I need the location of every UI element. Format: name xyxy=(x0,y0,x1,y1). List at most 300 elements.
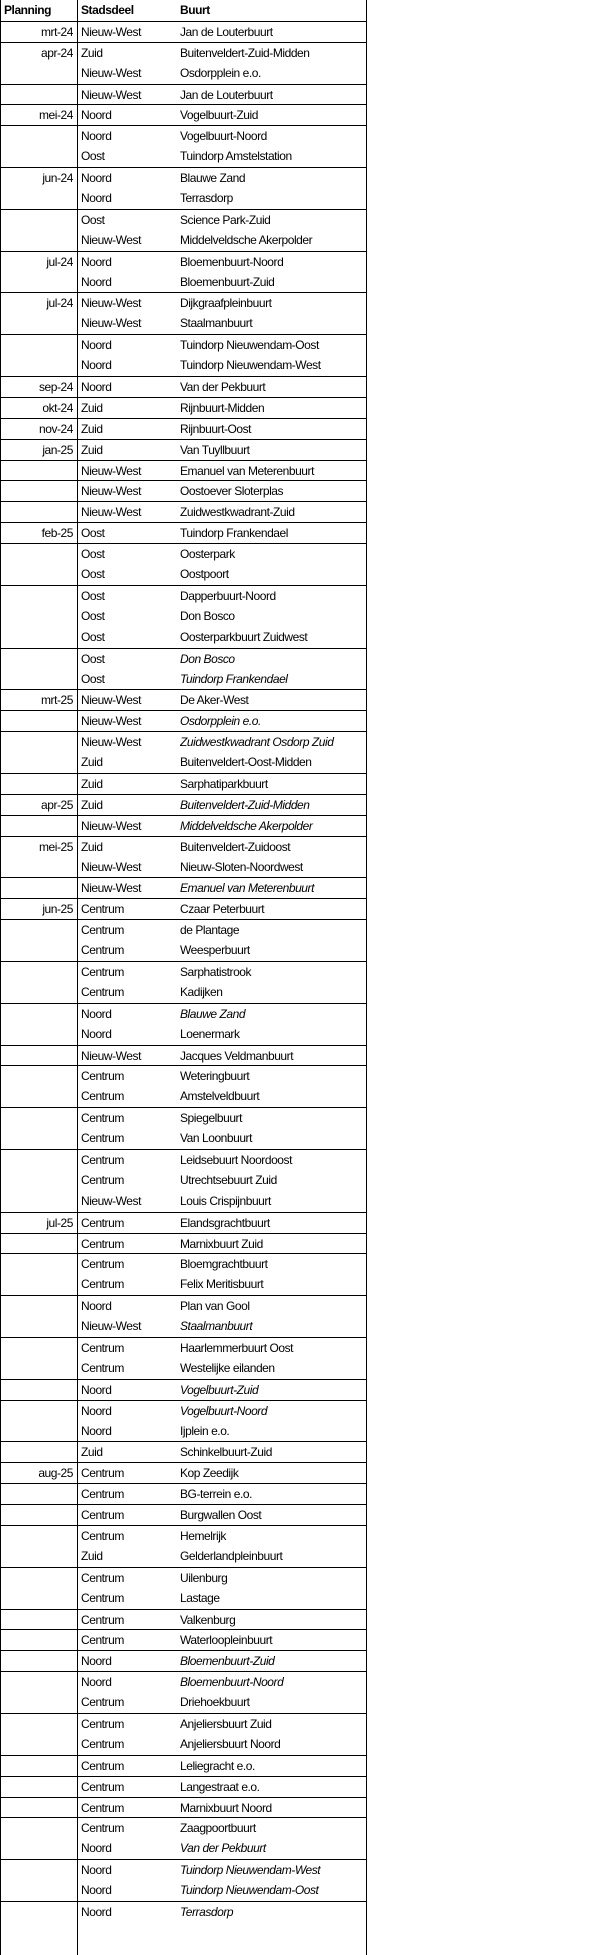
cell-buurt: Uilenburg xyxy=(180,1570,228,1585)
cell-planning xyxy=(0,1880,73,1901)
cell-stadsdeel: Zuid xyxy=(81,421,103,436)
cell-buurt: Tuindorp Amstelstation xyxy=(180,149,292,164)
grid-line-planning xyxy=(77,0,78,1955)
table-row xyxy=(0,1233,366,1254)
cell-buurt: Sarphatistrook xyxy=(180,964,252,979)
table-row xyxy=(0,167,366,188)
table-row xyxy=(0,877,366,898)
cell-stadsdeel: Nieuw-West xyxy=(81,1319,141,1334)
cell-planning: mrt-24 xyxy=(41,24,73,39)
cell-buurt: Van der Pekbuurt xyxy=(180,1841,266,1856)
cell-stadsdeel: Noord xyxy=(81,1654,112,1669)
cell-buurt: Van Loonbuurt xyxy=(180,1131,252,1146)
table-row xyxy=(0,1107,366,1128)
cell-buurt: Emanuel van Meterenbuurt xyxy=(180,881,314,896)
table-row xyxy=(0,63,366,84)
table-row xyxy=(0,1504,366,1525)
cell-planning xyxy=(0,1546,73,1567)
cell-planning xyxy=(0,1296,73,1316)
cell-planning xyxy=(0,816,73,836)
cell-buurt: Anjeliersbuurt Zuid xyxy=(180,1717,272,1732)
cell-buurt: Burgwallen Oost xyxy=(180,1508,262,1523)
cell-buurt: Vogelbuurt-Noord xyxy=(180,1403,268,1418)
cell-stadsdeel: Centrum xyxy=(81,1131,124,1146)
cell-buurt: Weesperbuurt xyxy=(180,943,250,958)
cell-buurt: Jacques Veldmanbuurt xyxy=(180,1048,294,1063)
cell-planning xyxy=(0,126,73,146)
cell-stadsdeel: Centrum xyxy=(81,1717,124,1732)
cell-buurt: Oostpoort xyxy=(180,567,229,582)
table-row xyxy=(0,1170,366,1191)
cell-stadsdeel: Centrum xyxy=(81,1487,124,1502)
cell-stadsdeel: Zuid xyxy=(81,45,103,60)
table-row xyxy=(0,1838,366,1859)
table-row xyxy=(0,689,366,710)
cell-stadsdeel: Noord xyxy=(81,1382,112,1397)
cell-planning xyxy=(0,1401,73,1421)
cell-buurt: Anjeliersbuurt Noord xyxy=(180,1736,281,1751)
cell-planning xyxy=(0,461,73,481)
cell-planning xyxy=(0,1672,73,1692)
table-row xyxy=(0,439,366,460)
cell-buurt: Zuidwestkwadrant-Zuid xyxy=(180,505,295,520)
cell-planning xyxy=(0,210,73,230)
cell-planning xyxy=(0,1274,73,1295)
cell-planning: apr-25 xyxy=(41,797,73,812)
cell-buurt: Marnixbuurt Zuid xyxy=(180,1236,263,1251)
table-row xyxy=(0,1086,366,1107)
cell-stadsdeel: Noord xyxy=(81,129,112,144)
cell-buurt: Amstelveldbuurt xyxy=(180,1089,260,1104)
cell-planning xyxy=(0,1692,73,1713)
table-row xyxy=(0,773,366,794)
cell-stadsdeel: Centrum xyxy=(81,984,124,999)
cell-planning xyxy=(0,920,73,940)
cell-buurt: Buitenveldert-Zuidoost xyxy=(180,839,291,854)
table-row xyxy=(0,1546,366,1567)
table-row xyxy=(0,898,366,919)
cell-buurt: Ijplein e.o. xyxy=(180,1423,230,1438)
table-row xyxy=(0,543,366,564)
table-row xyxy=(0,1379,366,1400)
cell-planning xyxy=(0,1338,73,1358)
cell-buurt: Osdorpplein e.o. xyxy=(180,65,261,80)
cell-buurt: Nieuw-Sloten-Noordwest xyxy=(180,859,303,874)
cell-planning: jul-24 xyxy=(46,254,73,269)
cell-planning xyxy=(0,1380,73,1400)
cell-planning: sep-24 xyxy=(39,380,73,395)
table-row xyxy=(0,857,366,878)
cell-stadsdeel: Noord xyxy=(81,358,112,373)
cell-planning xyxy=(0,481,73,501)
cell-buurt: Tuindorp Nieuwendam-Oost xyxy=(180,1883,319,1898)
cell-buurt: Schinkelbuurt-Zuid xyxy=(180,1445,272,1460)
cell-buurt: Bloemenbuurt-Noord xyxy=(180,254,284,269)
cell-planning: nov-24 xyxy=(39,421,73,436)
cell-planning xyxy=(0,1484,73,1504)
cell-buurt: Weteringbuurt xyxy=(180,1069,250,1084)
cell-stadsdeel: Noord xyxy=(81,1423,112,1438)
table-row xyxy=(0,1567,366,1588)
cell-buurt: Kadijken xyxy=(180,984,223,999)
cell-planning xyxy=(0,1756,73,1776)
table-row xyxy=(0,313,366,334)
cell-planning xyxy=(0,1024,73,1045)
cell-buurt: Emanuel van Meterenbuurt xyxy=(180,463,314,478)
cell-buurt: Gelderlandpleinbuurt xyxy=(180,1548,283,1563)
cell-planning xyxy=(0,1046,73,1066)
table-row xyxy=(0,1776,366,1797)
table-row xyxy=(0,982,366,1003)
cell-buurt: Bloemenbuurt-Zuid xyxy=(180,1654,275,1669)
cell-buurt: Spiegelbuurt xyxy=(180,1111,242,1126)
table-row xyxy=(0,480,366,501)
table-row xyxy=(0,1045,366,1066)
table-row xyxy=(0,752,366,773)
table-row xyxy=(0,1525,366,1546)
table-row xyxy=(0,1588,366,1609)
table-row xyxy=(0,188,366,209)
cell-stadsdeel: Zuid xyxy=(81,839,103,854)
table-row xyxy=(0,710,366,731)
cell-stadsdeel: Centrum xyxy=(81,1529,124,1544)
cell-stadsdeel: Centrum xyxy=(81,964,124,979)
cell-stadsdeel: Centrum xyxy=(81,1069,124,1084)
cell-buurt: Van der Pekbuurt xyxy=(180,380,266,395)
cell-buurt: Tuindorp Frankendael xyxy=(180,671,288,686)
cell-stadsdeel: Centrum xyxy=(81,1695,124,1710)
cell-stadsdeel: Noord xyxy=(81,1403,112,1418)
cell-planning xyxy=(0,1818,73,1838)
table-row xyxy=(0,1755,366,1776)
cell-stadsdeel: Nieuw-West xyxy=(81,65,141,80)
table-row xyxy=(0,1671,366,1692)
cell-planning xyxy=(0,1316,73,1337)
cell-buurt: Dapperbuurt-Noord xyxy=(180,588,276,603)
table-row xyxy=(0,794,366,815)
cell-stadsdeel: Nieuw-West xyxy=(81,232,141,247)
cell-buurt: Middelveldsche Akerpolder xyxy=(180,818,313,833)
cell-stadsdeel: Nieuw-West xyxy=(81,818,141,833)
cell-buurt: Terrasdorp xyxy=(180,1905,234,1920)
cell-buurt: Waterloopleinbuurt xyxy=(180,1633,273,1648)
cell-stadsdeel: Nieuw-West xyxy=(81,87,141,102)
table-row xyxy=(0,1609,366,1630)
cell-buurt: Jan de Louterbuurt xyxy=(180,24,273,39)
cell-buurt: BG-terrein e.o. xyxy=(180,1487,252,1502)
cell-stadsdeel: Noord xyxy=(81,1905,112,1920)
table-row xyxy=(0,460,366,481)
table-row xyxy=(0,1880,366,1901)
header-buurt: Buurt xyxy=(180,3,210,17)
cell-planning xyxy=(0,544,73,564)
cell-stadsdeel: Noord xyxy=(81,254,112,269)
cell-buurt: Driehoekbuurt xyxy=(180,1695,250,1710)
table-row xyxy=(0,1358,366,1379)
table-row xyxy=(0,146,366,167)
cell-stadsdeel: Centrum xyxy=(81,1089,124,1104)
cell-planning xyxy=(0,146,73,167)
cell-stadsdeel: Centrum xyxy=(81,1570,124,1585)
cell-stadsdeel: Centrum xyxy=(81,1508,124,1523)
cell-planning xyxy=(0,502,73,522)
cell-stadsdeel: Centrum xyxy=(81,1612,124,1627)
cell-buurt: Felix Meritisbuurt xyxy=(180,1277,264,1292)
table-row xyxy=(0,1316,366,1337)
cell-planning xyxy=(0,627,73,648)
cell-stadsdeel: Noord xyxy=(81,1299,112,1314)
cell-buurt: Utrechtsebuurt Zuid xyxy=(180,1172,277,1187)
cell-buurt: Zuidwestkwadrant Osdorp Zuid xyxy=(180,735,334,750)
cell-stadsdeel: Zuid xyxy=(81,797,103,812)
cell-buurt: Don Bosco xyxy=(180,608,235,623)
table-row xyxy=(0,355,366,376)
cell-stadsdeel: Nieuw-West xyxy=(81,505,141,520)
cell-planning xyxy=(0,1358,73,1379)
cell-buurt: Zaagpoortbuurt xyxy=(180,1821,256,1836)
table-row xyxy=(0,1859,366,1880)
cell-stadsdeel: Nieuw-West xyxy=(81,735,141,750)
cell-stadsdeel: Centrum xyxy=(81,902,124,917)
cell-planning xyxy=(0,1421,73,1442)
table-row xyxy=(0,627,366,648)
cell-planning: apr-24 xyxy=(41,45,73,60)
cell-stadsdeel: Nieuw-West xyxy=(81,463,141,478)
cell-buurt: Buitenveldert-Zuid-Midden xyxy=(180,797,310,812)
cell-stadsdeel: Nieuw-West xyxy=(81,296,141,311)
cell-buurt: Haarlemmerbuurt Oost xyxy=(180,1341,294,1355)
table-row xyxy=(0,292,366,313)
cell-planning xyxy=(0,878,73,898)
cell-planning xyxy=(0,1170,73,1191)
table-row xyxy=(0,334,366,355)
cell-stadsdeel: Oost xyxy=(81,212,105,227)
cell-buurt: Van Tuyllbuurt xyxy=(180,442,250,457)
cell-buurt: Don Bosco xyxy=(180,651,235,666)
cell-buurt: Tuindorp Nieuwendam-West xyxy=(180,1863,321,1878)
cell-stadsdeel: Centrum xyxy=(81,1800,124,1815)
table-row xyxy=(0,1295,366,1316)
cell-buurt: Tuindorp Nieuwendam-West xyxy=(180,358,321,373)
cell-buurt: Oostoever Sloterplas xyxy=(180,484,284,499)
table-row xyxy=(0,1650,366,1671)
table-row xyxy=(0,230,366,251)
table-row xyxy=(0,21,366,42)
table-row xyxy=(0,1274,366,1295)
cell-stadsdeel: Oost xyxy=(81,149,105,164)
cell-buurt: Marnixbuurt Noord xyxy=(180,1800,272,1815)
cell-planning: mei-24 xyxy=(39,108,73,123)
cell-stadsdeel: Oost xyxy=(81,526,105,541)
cell-buurt: Dijkgraafpleinbuurt xyxy=(180,296,272,311)
table-row xyxy=(0,209,366,230)
cell-stadsdeel: Centrum xyxy=(81,1172,124,1187)
table-row xyxy=(0,1212,366,1233)
cell-planning xyxy=(0,1630,73,1650)
cell-planning xyxy=(0,1588,73,1609)
cell-planning xyxy=(0,1777,73,1797)
table-row xyxy=(0,564,366,585)
cell-planning xyxy=(0,857,73,878)
cell-buurt: Vogelbuurt-Noord xyxy=(180,129,267,144)
table-row xyxy=(0,648,366,669)
cell-planning xyxy=(0,1798,73,1818)
cell-buurt: Rijnbuurt-Oost xyxy=(180,421,252,436)
cell-buurt: Buitenveldert-Oost-Midden xyxy=(180,755,312,770)
table-row xyxy=(0,669,366,690)
header-stadsdeel: Stadsdeel xyxy=(81,3,134,17)
cell-stadsdeel: Centrum xyxy=(81,1152,124,1167)
header-row xyxy=(0,0,366,21)
cell-stadsdeel: Oost xyxy=(81,547,105,562)
cell-planning xyxy=(0,1714,73,1734)
cell-planning xyxy=(0,1568,73,1588)
cell-buurt: Blauwe Zand xyxy=(180,171,246,186)
cell-stadsdeel: Nieuw-West xyxy=(81,484,141,499)
cell-stadsdeel: Centrum xyxy=(81,1341,124,1355)
cell-planning xyxy=(0,272,73,293)
cell-stadsdeel: Centrum xyxy=(81,1736,124,1751)
cell-buurt: Hemelrijk xyxy=(180,1529,226,1544)
cell-planning xyxy=(0,188,73,209)
cell-planning xyxy=(0,1128,73,1149)
grid-line-right xyxy=(366,0,367,1955)
cell-stadsdeel: Centrum xyxy=(81,1779,124,1794)
cell-planning xyxy=(0,1734,73,1755)
cell-buurt: Westelijke eilanden xyxy=(180,1360,275,1375)
cell-buurt: Vogelbuurt-Zuid xyxy=(180,108,258,123)
cell-stadsdeel: Oost xyxy=(81,671,105,686)
cell-planning: okt-24 xyxy=(42,400,73,415)
cell-buurt: Middelveldsche Akerpolder xyxy=(180,232,313,247)
table-row xyxy=(0,1003,366,1024)
table-row xyxy=(0,1065,366,1086)
cell-buurt: Oosterparkbuurt Zuidwest xyxy=(180,629,308,644)
cell-stadsdeel: Noord xyxy=(81,1026,112,1041)
cell-stadsdeel: Noord xyxy=(81,338,112,353)
cell-stadsdeel: Centrum xyxy=(81,1111,124,1126)
cell-stadsdeel: Nieuw-West xyxy=(81,1048,141,1063)
cell-stadsdeel: Noord xyxy=(81,1841,112,1856)
cell-planning xyxy=(0,1610,73,1630)
cell-planning xyxy=(0,1651,73,1671)
cell-planning xyxy=(0,711,73,731)
table-row xyxy=(0,1191,366,1212)
cell-planning xyxy=(0,1108,73,1128)
cell-buurt: Tuindorp Nieuwendam-Oost xyxy=(180,338,319,353)
cell-buurt: Langestraat e.o. xyxy=(180,1779,260,1794)
cell-buurt: Louis Crispijnbuurt xyxy=(180,1193,271,1208)
cell-buurt: Elandsgrachtbuurt xyxy=(180,1215,270,1230)
cell-stadsdeel: Centrum xyxy=(81,1236,124,1251)
cell-stadsdeel: Nieuw-West xyxy=(81,881,141,896)
table-row xyxy=(0,961,366,982)
cell-stadsdeel: Noord xyxy=(81,1006,112,1021)
cell-planning: jul-25 xyxy=(46,1215,73,1230)
cell-buurt: Leidsebuurt Noordoost xyxy=(180,1152,292,1167)
cell-buurt: Bloemenbuurt-Zuid xyxy=(180,274,275,289)
cell-buurt: Staalmanbuurt xyxy=(180,1319,253,1334)
table-row xyxy=(0,1128,366,1149)
cell-stadsdeel: Nieuw-West xyxy=(81,24,141,39)
cell-buurt: Staalmanbuurt xyxy=(180,316,253,331)
header-planning: Planning xyxy=(4,3,52,17)
cell-planning xyxy=(0,1254,73,1274)
cell-buurt: Tuindorp Frankendael xyxy=(180,526,288,541)
cell-planning xyxy=(0,586,73,606)
cell-stadsdeel: Oost xyxy=(81,588,105,603)
cell-planning: jun-25 xyxy=(42,902,73,917)
table-row xyxy=(0,815,366,836)
cell-stadsdeel: Noord xyxy=(81,108,112,123)
cell-planning: aug-25 xyxy=(38,1466,73,1481)
table-row xyxy=(0,376,366,397)
cell-stadsdeel: Zuid xyxy=(81,1445,103,1460)
cell-planning: mrt-25 xyxy=(41,693,73,708)
cell-stadsdeel: Centrum xyxy=(81,1590,124,1605)
cell-buurt: Terrasdorp xyxy=(180,191,233,206)
cell-planning xyxy=(0,649,73,669)
cell-stadsdeel: Centrum xyxy=(81,923,124,938)
cell-buurt: Osdorpplein e.o. xyxy=(180,714,261,729)
cell-planning xyxy=(0,962,73,982)
cell-planning xyxy=(0,1526,73,1546)
cell-planning xyxy=(0,606,73,627)
table-row xyxy=(0,731,366,752)
cell-stadsdeel: Centrum xyxy=(81,1633,124,1648)
cell-buurt: Vogelbuurt-Zuid xyxy=(180,1382,259,1397)
cell-buurt: Valkenburg xyxy=(180,1612,236,1627)
cell-stadsdeel: Centrum xyxy=(81,1360,124,1375)
cell-stadsdeel: Noord xyxy=(81,191,112,206)
cell-stadsdeel: Noord xyxy=(81,1675,112,1690)
cell-planning xyxy=(0,752,73,773)
table-row xyxy=(0,272,366,293)
cell-planning xyxy=(0,1442,73,1462)
cell-planning xyxy=(0,335,73,355)
cell-buurt: Lastage xyxy=(180,1590,220,1605)
cell-stadsdeel: Centrum xyxy=(81,1257,124,1272)
cell-buurt: Rijnbuurt-Midden xyxy=(180,400,265,415)
cell-planning: jul-24 xyxy=(46,296,73,311)
cell-stadsdeel: Centrum xyxy=(81,1821,124,1836)
table-row xyxy=(0,1483,366,1504)
cell-stadsdeel: Oost xyxy=(81,567,105,582)
cell-planning xyxy=(0,1086,73,1107)
cell-planning xyxy=(0,732,73,752)
cell-planning xyxy=(0,313,73,334)
table-row xyxy=(0,1734,366,1755)
table-row xyxy=(0,940,366,961)
cell-buurt: Oosterpark xyxy=(180,547,235,562)
table-row xyxy=(0,501,366,522)
cell-planning xyxy=(0,669,73,690)
cell-stadsdeel: Zuid xyxy=(81,400,103,415)
cell-stadsdeel: Centrum xyxy=(81,943,124,958)
cell-stadsdeel: Zuid xyxy=(81,442,103,457)
cell-planning xyxy=(0,1191,73,1212)
table-body xyxy=(0,21,366,1922)
table-row xyxy=(0,1421,366,1442)
cell-buurt: de Plantage xyxy=(180,923,240,938)
cell-buurt: Czaar Peterbuurt xyxy=(180,902,265,917)
table-row xyxy=(0,125,366,146)
cell-stadsdeel: Nieuw-West xyxy=(81,693,141,708)
table-row xyxy=(0,104,366,125)
cell-stadsdeel: Zuid xyxy=(81,1548,103,1563)
cell-planning xyxy=(0,355,73,376)
cell-planning xyxy=(0,564,73,585)
